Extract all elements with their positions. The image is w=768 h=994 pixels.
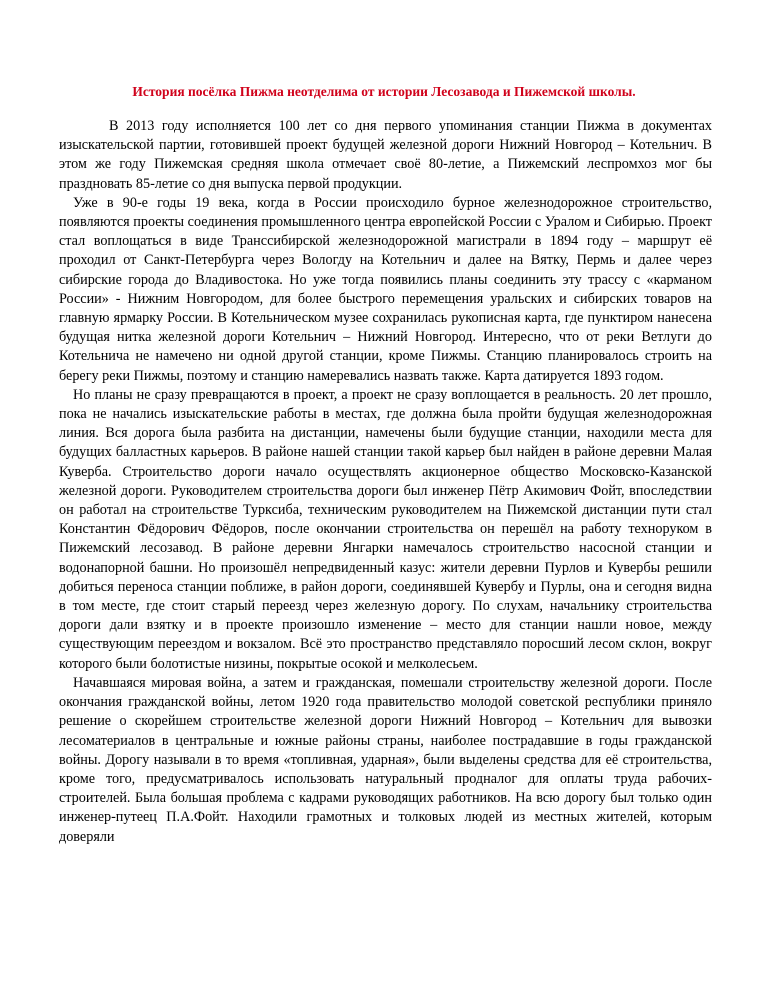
paragraph-4: Начавшаяся мировая война, а затем и гражданская, помешали строительству железной дороги. После окончания гражданской войны, летом 1920 года правительство молодой советской республики приняло решение о скорейшем строительстве железной дороги Нижний Новгород – Котельнич для вывозки лесоматериалов в центральные и южные районы страны, наиболее пострадавшие в годы гражданской войны. Дорогу называли в то время «топливная, ударная», были выделены средства для её строительства, кроме того, предусматривалось использовать натуральный продналог для оплаты труда рабочих-строителей. Была большая проблема с кадрами руководящих работников. На всю дорогу был только один инженер-путеец П.А.Фойт. Находили грамотных и толковых людей из местных жителей, которым доверяли [59, 674, 712, 845]
paragraph-3: Но планы не сразу превращаются в проект, а проект не сразу воплощается в реальность. 20 лет прошло, пока не начались изыскательские работы в местах, где должна была пройти будущая железнодорожная линия. Вся дорога была разбита на дистанции, намечены были будущие станции, находили места для будущих балластных карьеров. В районе нашей станции такой карьер был найден в районе деревни Малая Куверба. Строительство дороги начало осуществлять акционерное общество Московско-Казанской железной дороги. Руководителем строительства дороги был инженер Пётр Акимович Фойт, впоследствии он работал на строительстве Турксиба, техническим руководителем на Пижемской дистанции пути стал Константин Фёдорович Фёдоров, после окончании строительства он перешёл на работу техноруком в Пижемский лесозавод. В районе деревни Янгарки намечалось строительство насосной станции и водонапорной башни. Но произошёл непредвиденный казус: жители деревни Пурлов и Кувербы решили добиться переноса станции поближе, в район дороги, соединявшей Кувербу и Пурлы, она и сегодня видна в том месте, где стоит старый переезд через железную дорогу. По слухам, начальнику строительства дороги дали взятку и в проекте произошло изменение – место для станции нашли новое, между существующим переездом и вокзалом. Всё это пространство представляло поросший лесом склон, вокруг которого были болотистые низины, покрытые осокой и мелколесьем. [59, 386, 712, 672]
paragraph-1: В 2013 году исполняется 100 лет со дня первого упоминания станции Пижма в документах изыскательской партии, готовившей проект будущей железной дороги Нижний Новгород – Котельнич. В этом же году Пижемская средняя школа отмечает своё 80-летие, а Пижемский леспромхоз мог бы праздновать 85-летие со дня выпуска первой продукции. [59, 118, 712, 192]
document-body [59, 117, 712, 847]
paragraph-2: Уже в 90-е годы 19 века, когда в России происходило бурное железнодорожное строительство, появляются проекты соединения промышленного центра европейской России с Уралом и Сибирью. Проект стал воплощаться в виде Транссибирской железнодорожной магистрали в 1894 году – маршрут её проходил от Санкт-Петербурга через Вологду на Котельнич и далее на Вятку, Пермь и далее через сибирские города до Владивостока. Но уже тогда появились планы соединить эту трассу с «карманом России» - Нижним Новгородом, для более быстрого перемещения уральских и сибирских товаров на главную ярмарку России. В Котельническом музее сохранилась рукописная карта, где пунктиром нанесена будущая нитка железной дороги Котельнич – Нижний Новгород. Интересно, что от реки Ветлуги до Котельнича не намечено ни одной другой станции, кроме Пижмы. Станцию планировалось строить на берегу реки Пижмы, поэтому и станцию намеревались назвать также. Карта датируется 1893 годом. [59, 194, 712, 384]
document-title: История посёлка Пижма неотделима от истории Лесозавода и Пижемской школы. [132, 84, 636, 99]
